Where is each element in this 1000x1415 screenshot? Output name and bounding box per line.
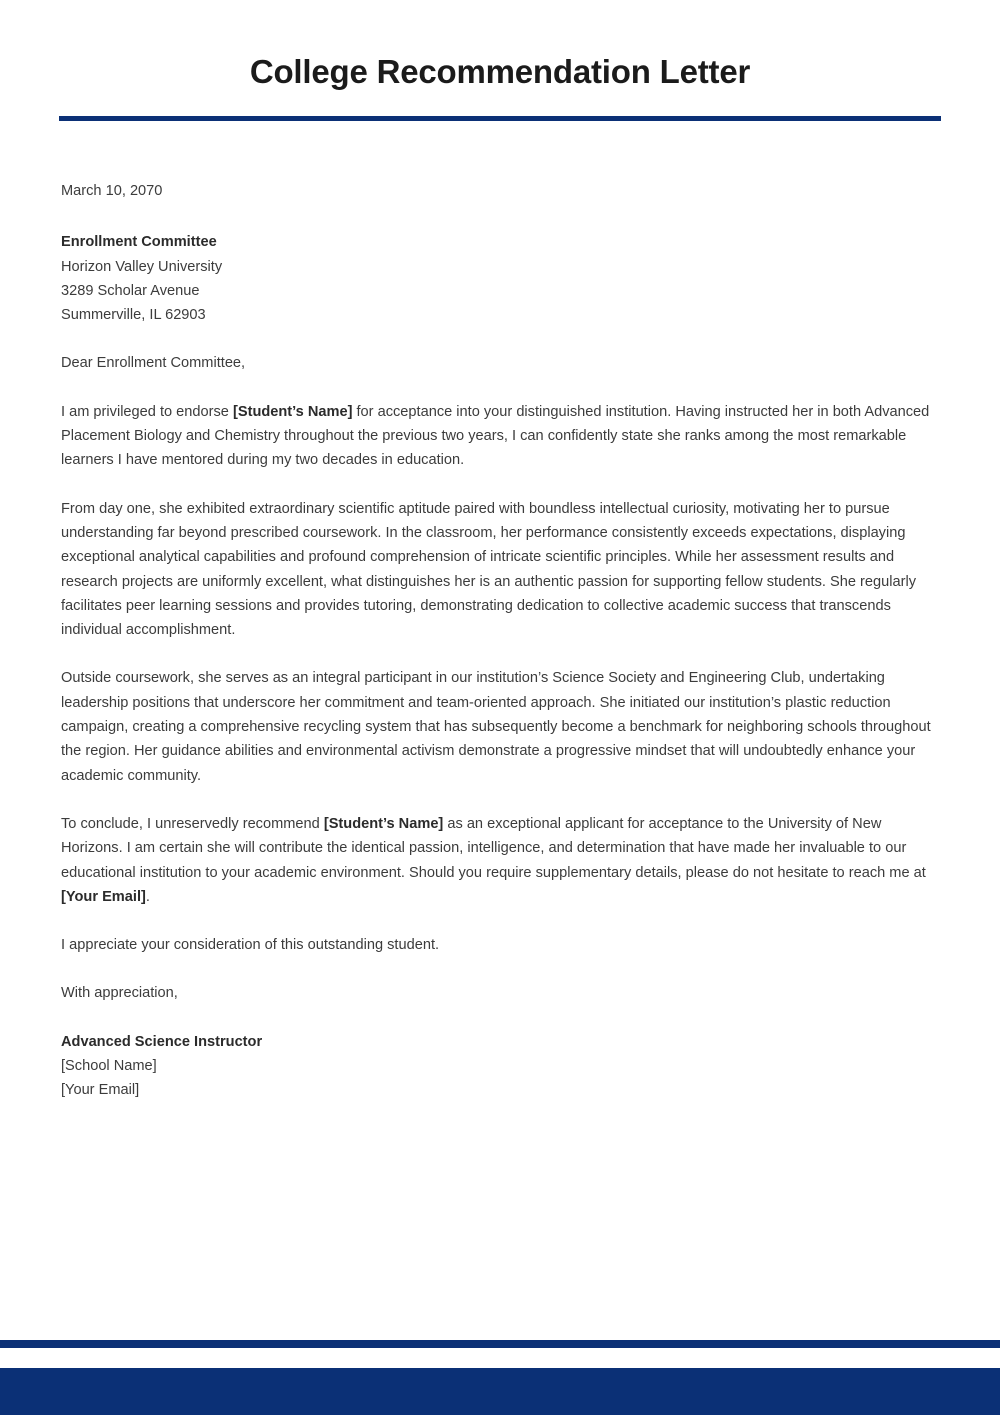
paragraph-3 xyxy=(61,666,935,787)
placeholder-token: [Student’s Name] xyxy=(232,403,353,420)
closing-line: With appreciation, xyxy=(61,985,178,1002)
text-run: as an exceptional applicant for acceptance to the University of New Horizons. I am certain she will contribute the identical passion, intelligence, and determination that have made her invaluable to our educational institution to your academic environment. Should you require supplementary details, please do not hesitate to reach me at xyxy=(61,815,926,881)
paragraph-1 xyxy=(61,400,935,473)
spacer-5 xyxy=(61,957,935,981)
spacer-after-salutation xyxy=(61,376,935,400)
placeholder-token: [Your Email] xyxy=(61,888,146,905)
spacer-1 xyxy=(61,473,935,497)
spacer-2 xyxy=(61,642,935,666)
recipient-street: 3289 Scholar Avenue xyxy=(61,282,200,299)
text-run: I appreciate your consideration of this outstanding student. xyxy=(61,937,440,954)
letter-date: March 10, 2070 xyxy=(61,183,163,199)
text-run: From day one, she exhibited extraordinary scientific aptitude paired with boundless intellectual curiosity, motivating her to pursue understanding far beyond prescribed coursework. In the classroom, her performance consistently exceeds expectations, displaying exceptional analytical capabilities and profound comprehension of intricate scientific principles. While her assessment results and research projects are uniformly excellent, what distinguishes her is an authentic passion for supporting fellow students. She regularly facilitates peer learning sessions and provides tutoring, demonstrating dedication to collective academic success that transcends individual accomplishment. xyxy=(61,500,916,639)
spacer-after-closing xyxy=(61,1006,935,1030)
spacer-4 xyxy=(61,909,935,933)
signature-email: [Your Email] xyxy=(61,1082,140,1099)
spacer-3 xyxy=(61,788,935,812)
paragraph-2 xyxy=(61,497,935,643)
header-divider xyxy=(59,116,941,121)
text-run: I am privileged to endorse xyxy=(61,403,233,420)
signature-school: [School Name] xyxy=(61,1058,157,1075)
document-header xyxy=(0,0,1000,121)
paragraph-4 xyxy=(61,812,935,909)
paragraph-5 xyxy=(61,933,935,957)
recipient-address-block xyxy=(61,230,935,327)
placeholder-token: [Student’s Name] xyxy=(323,815,444,832)
salutation: Dear Enrollment Committee, xyxy=(61,355,246,372)
text-run: for acceptance into your distinguished institution. Having instructed her in both Advanced Placement Biology and Chemistry throughout the previous two years, I can confidently state she ranks among the most remarkable learners I have mentored during my two decades in education. xyxy=(61,403,930,469)
recipient-city-state-zip: Summerville, IL 62903 xyxy=(61,307,206,324)
letter-body xyxy=(61,179,935,1103)
text-run: To conclude, I unreservedly recommend xyxy=(61,815,324,832)
page-title: College Recommendation Letter xyxy=(249,53,751,90)
signature-role: Advanced Science Instructor xyxy=(61,1033,263,1050)
signature-block xyxy=(61,1030,935,1103)
spacer-after-date xyxy=(61,204,935,230)
footer-thin-rule xyxy=(0,1340,1000,1348)
recipient-name: Enrollment Committee xyxy=(61,234,217,251)
recipient-organization: Horizon Valley University xyxy=(61,258,223,275)
footer-bar xyxy=(0,1368,1000,1415)
spacer-after-address xyxy=(61,327,935,351)
text-run: . xyxy=(145,888,150,905)
text-run: Outside coursework, she serves as an integral participant in our institution’s Science Society and Engineering Club, undertaking leadership positions that underscore her commitment and team-oriented approach. She initiated our institution’s plastic reduction campaign, creating a comprehensive recycling system that has subsequently become a benchmark for neighboring schools throughout the region. Her guidance abilities and environmental activism demonstrate a progressive mindset that will undoubtedly enhance your academic community. xyxy=(61,670,931,784)
